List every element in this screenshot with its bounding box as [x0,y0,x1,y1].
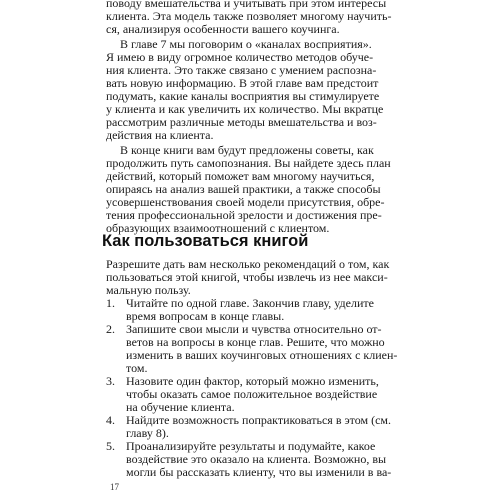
list-item-text: воздействие это оказало на клиента. Возможно, вы [126,452,387,466]
text-line: опираясь на анализ вашей практики, а также способы [106,182,381,196]
text-line: продолжить путь самопознания. Вы найдете здесь план [106,156,391,170]
text-line: пользоваться этой книгой, чтобы извлечь из нее макси- [106,270,388,284]
text-line: тения профессиональной зрелости и достижения пре- [106,208,382,222]
text-line: мальную пользу. [106,283,191,297]
page-number: 17 [110,482,119,492]
text-line: ния клиента. Это также связано с умением распозна- [106,63,377,77]
list-number: 2. [106,322,115,336]
text-line: действий, который поможет вам многому научиться, [106,169,375,183]
text-line: усовершенствования своей модели присутствия, обре- [106,195,385,209]
text-line: Я имею в виду огромное количество методов обуче- [106,50,374,64]
list-item-text: время вопросам в конце главы. [126,309,285,323]
list-number: 1. [106,296,115,310]
list-item-text: Запишите свои мысли и чувства относительно от- [126,322,382,336]
list-item-text: Назовите один фактор, который можно изменить, [126,374,379,388]
text-line: у клиента и как увеличить их количество. Мы вкратце [106,102,384,116]
text-line: В конце книги вам будут предложены советы, как [120,143,374,157]
list-item-text: Читайте по одной главе. Закончив главу, уделите [126,296,374,310]
list-item-text: Проанализируйте результаты и подумайте, какое [126,439,376,453]
list-item-text: изменить в ваших коучинговых отношениях с клиен- [126,348,398,362]
text-line: клиента. Эта модель также позволяет многому научить- [106,9,392,23]
text-line: В главе 7 мы поговорим о «каналах восприятия». [120,37,372,51]
list-item-text: Найдите возможность попрактиковаться в этом (см. [126,413,392,427]
list-item-text: чтобы оказать самое положительное воздействие [126,387,378,401]
list-item-text: ветов на вопросы в конце глав. Решите, что можно [126,335,385,349]
text-line: ся, анализируя особенности вашего коучинга. [106,22,340,36]
list-item-text: том. [126,361,148,375]
list-number: 3. [106,374,115,388]
list-item-text: могли бы рассказать клиенту, что вы изменили в ва- [126,465,392,479]
text-line: подумать, какие каналы восприятия вы стимулируете [106,89,380,103]
text-line: вать новую информацию. В этой главе вам предстоит [106,76,379,90]
text-line: рассмотрим различные методы вмешательства и воз- [106,115,377,129]
list-number: 4. [106,413,115,427]
list-item-text: главу 8). [126,426,169,440]
text-line: поводу вмешательства и учитывать при этом интересы [106,0,387,10]
list-number: 5. [106,439,115,453]
list-item-text: на обучение клиента. [126,400,235,414]
section-heading: Как пользоваться книгой [102,232,309,250]
text-line: действия на клиента. [106,128,214,142]
text-line: Разрешите дать вам несколько рекомендаций о том, как [106,257,390,271]
text-line: образующих взаимоотношений с клиентом. [106,221,330,235]
